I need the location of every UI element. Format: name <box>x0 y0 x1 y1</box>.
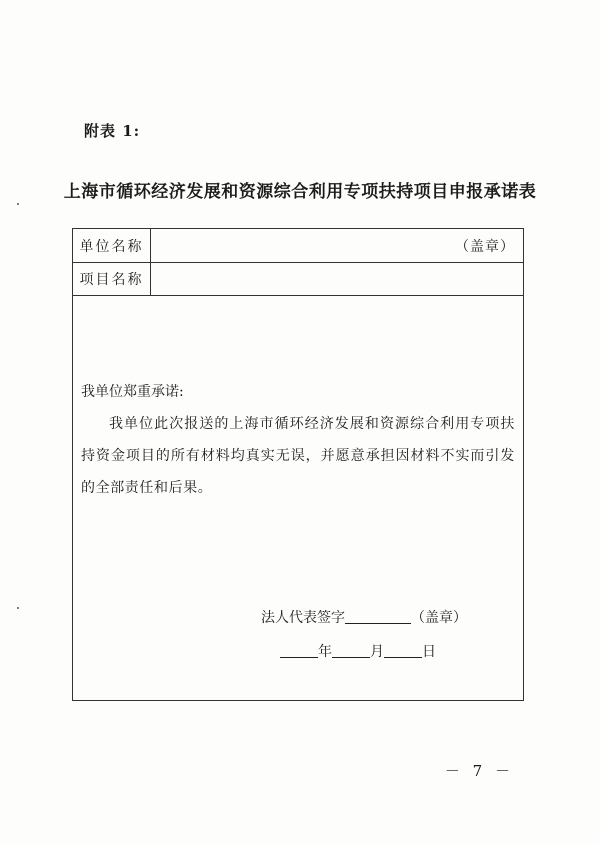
document-title: 上海市循环经济发展和资源综合利用专项扶持项目申报承诺表 <box>63 182 537 202</box>
unit-name-field[interactable] <box>151 229 523 262</box>
scan-speck <box>17 607 19 609</box>
scan-speck <box>17 203 19 205</box>
day-label: 日 <box>422 644 436 660</box>
promise-text: 我单位此次报送的上海市循环经济发展和资源综合利用专项扶持资金项目的所有材料均真实无误，并愿意承担因材料不实而引发的全部责任和后果。 <box>81 416 515 496</box>
month-blank[interactable] <box>332 643 370 658</box>
commitment-form <box>72 228 524 701</box>
project-name-field[interactable] <box>151 263 523 295</box>
project-name-label: 项目名称 <box>73 263 151 295</box>
signature-line <box>261 607 467 627</box>
project-name-row <box>73 263 523 296</box>
annex-label: 附表 1: <box>84 122 141 140</box>
signature-seal-note: （盖章） <box>411 610 467 626</box>
unit-seal-note: （盖章） <box>455 238 515 255</box>
unit-name-row <box>73 229 523 263</box>
date-line <box>280 641 436 661</box>
unit-name-label: 单位名称 <box>73 229 151 262</box>
year-label: 年 <box>318 644 332 660</box>
month-label: 月 <box>370 644 384 660</box>
day-blank[interactable] <box>384 643 422 658</box>
signature-blank[interactable] <box>345 609 411 624</box>
year-blank[interactable] <box>280 643 318 658</box>
page-number: － 7 － <box>444 762 514 780</box>
promise-heading: 我单位郑重承诺: <box>81 384 184 400</box>
signature-label: 法人代表签字 <box>261 610 345 626</box>
